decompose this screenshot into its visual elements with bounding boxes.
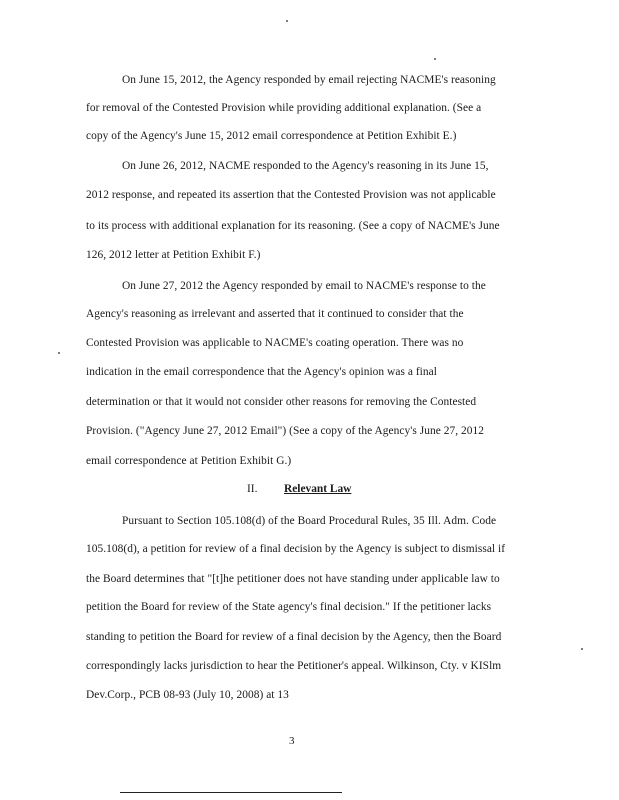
section-title: Relevant Law bbox=[284, 483, 352, 495]
paragraph-3-line-5: determination or that it would not consider other reasons for removing the Contested bbox=[86, 396, 477, 408]
paragraph-2-line-2: 2012 response, and repeated its assertion that the Contested Provision was not applicable bbox=[86, 189, 496, 201]
paragraph-4-line-3: the Board determines that "[t]he petitioner does not have standing under applicable law to bbox=[86, 573, 500, 585]
paragraph-1-line-2: for removal of the Contested Provision while providing additional explanation. (See a bbox=[86, 102, 482, 114]
paragraph-4-line-2: 105.108(d), a petition for review of a final decision by the Agency is subject to dismissal if bbox=[86, 543, 506, 555]
paragraph-3-line-6: Provision. ("Agency June 27, 2012 Email") (See a copy of the Agency's June 27, 2012 bbox=[86, 425, 484, 437]
paragraph-4-line-6: correspondingly lacks jurisdiction to hear the Petitioner's appeal. Wilkinson, Cty. v KISlm bbox=[86, 660, 502, 672]
paragraph-2-line-3: to its process with additional explanation for its reasoning. (See a copy of NACME's June bbox=[86, 220, 500, 232]
paragraph-4-line-7: Dev.Corp., PCB 08-93 (July 10, 2008) at 13 bbox=[86, 689, 289, 701]
footnote-rule bbox=[120, 792, 342, 793]
paragraph-3-line-1: On June 27, 2012 the Agency responded by email to NACME's response to the bbox=[122, 280, 486, 292]
paragraph-3-line-2: Agency's reasoning as irrelevant and asserted that it continued to consider that the bbox=[86, 308, 464, 320]
paragraph-4-line-4: petition the Board for review of the State agency's final decision." If the petitioner lacks bbox=[86, 601, 492, 613]
paragraph-1-line-1: On June 15, 2012, the Agency responded by email rejecting NACME's reasoning bbox=[122, 74, 496, 86]
scan-speck bbox=[58, 352, 60, 354]
paragraph-3-line-3: Contested Provision was applicable to NACME's coating operation. There was no bbox=[86, 337, 464, 349]
paragraph-4-line-5: standing to petition the Board for review of a final decision by the Agency, then the Board bbox=[86, 631, 502, 643]
paragraph-3-line-7: email correspondence at Petition Exhibit G.) bbox=[86, 455, 292, 467]
scan-speck bbox=[434, 58, 436, 60]
paragraph-4-line-1: Pursuant to Section 105.108(d) of the Board Procedural Rules, 35 Ill. Adm. Code bbox=[122, 515, 497, 527]
paragraph-1-line-3: copy of the Agency's June 15, 2012 email correspondence at Petition Exhibit E.) bbox=[86, 130, 457, 142]
section-number: II. bbox=[247, 483, 258, 495]
scan-speck bbox=[581, 648, 583, 650]
scan-speck bbox=[286, 20, 288, 22]
paragraph-2-line-1: On June 26, 2012, NACME responded to the Agency's reasoning in its June 15, bbox=[122, 160, 489, 172]
paragraph-3-line-4: indication in the email correspondence that the Agency's opinion was a final bbox=[86, 366, 437, 378]
page-number: 3 bbox=[289, 735, 295, 747]
paragraph-2-line-4: 126, 2012 letter at Petition Exhibit F.) bbox=[86, 249, 261, 261]
